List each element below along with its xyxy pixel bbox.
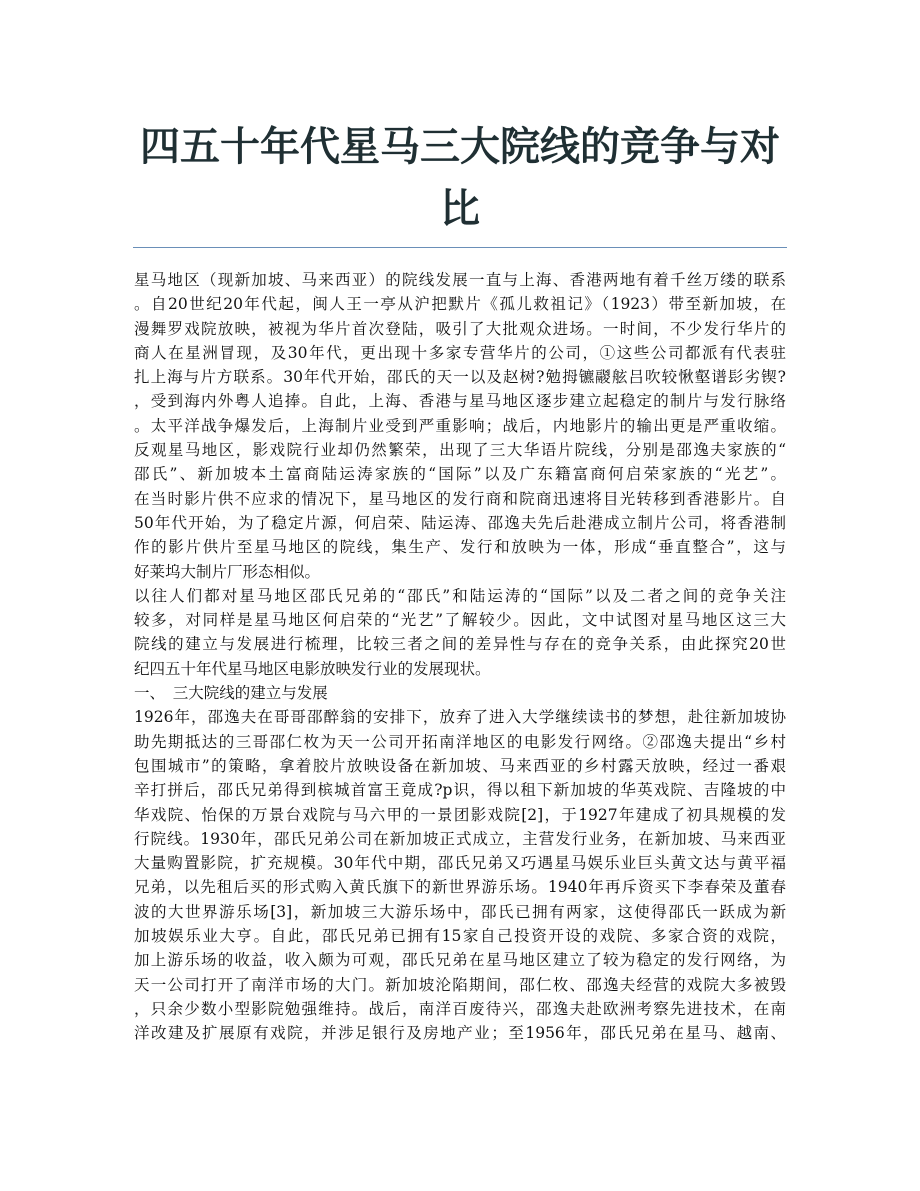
body-text-line: 行院线。1930年，邵氏兄弟公司在新加坡正式成立，主营发行业务，在新加坡、马来西亚 bbox=[134, 829, 786, 848]
title-line-2: 比 bbox=[440, 186, 480, 232]
body-text-line: 包围城市”的策略，拿着胶片放映设备在新加坡、马来西亚的乡村露天放映，经过一番艰 bbox=[134, 756, 786, 775]
body-text-line: 天一公司打开了南洋市场的大门。新加坡沦陷期间，邵仁枚、邵逸夫经营的戏院大多被毁 bbox=[134, 975, 786, 994]
body-text-line: 1926年，邵逸夫在哥哥邵醉翁的安排下，放弃了进入大学继续读书的梦想，赴往新加坡协 bbox=[134, 708, 786, 727]
body-text-line: 辛打拼后，邵氏兄弟得到槟城首富王竟成?p识，得以租下新加坡的华英戏院、吉隆坡的中 bbox=[134, 781, 786, 800]
document-title bbox=[130, 116, 790, 240]
body-text-line: 作的影片供片至星马地区的院线，集生产、发行和放映为一体，形成“垂直整合”，这与 bbox=[134, 538, 786, 557]
body-text-line: 华戏院、怡保的万景台戏院与马六甲的一景团影戏院[2]，于1927年建成了初具规模的发 bbox=[134, 805, 786, 824]
body-text-line: 。太平洋战争爆发后，上海制片业受到严重影响；战后，内地影片的输出更是严重收缩。 bbox=[134, 416, 786, 435]
body-text-line: 漫舞罗戏院放映，被视为华片首次登陆，吸引了大批观众进场。一时间，不少发行华片的 bbox=[134, 319, 786, 338]
title-line-1: 四五十年代星马三大院线的竞争与对 bbox=[140, 124, 780, 170]
body-text-line: 星马地区（现新加坡、马来西亚）的院线发展一直与上海、香港两地有着千丝万缕的联系 bbox=[134, 271, 786, 289]
body-text-line: 加坡娱乐业大亨。自此，邵氏兄弟已拥有15家自己投资开设的戏院、多家合资的戏院， bbox=[134, 927, 786, 946]
body-text-line: 扎上海与片方联系。30年代开始，邵氏的天一以及赵树?勉拇镳鬷舷吕吹较愀壑谱髟劣锲? bbox=[134, 368, 786, 387]
body-text-line: 加上游乐场的收益，收入颇为可观，邵氏兄弟在星马地区建立了较为稳定的发行网络，为 bbox=[134, 951, 786, 970]
body-text-line: ，受到海内外粤人追捧。自此，上海、香港与星马地区逐步建立起稳定的制片与发行脉络 bbox=[134, 392, 786, 411]
body-text-line: 50年代开始，为了稳定片源，何启荣、陆运涛、邵逸夫先后赴港成立制片公司，将香港制 bbox=[134, 513, 786, 532]
body-text-line: 。自20世纪20年代起，闽人王一亭从沪把默片《孤儿救祖记》（1923）带至新加坡，在 bbox=[134, 295, 786, 314]
body-text-line: 好莱坞大制片厂形态相似。 bbox=[134, 562, 321, 581]
body-text-line: 院线的建立与发展进行梳理，比较三者之间的差异性与存在的竞争关系，由此探究20世 bbox=[134, 635, 786, 654]
body-text-line: 大量购置影院，扩充规模。30年代中期，邵氏兄弟又巧遇星马娱乐业巨头黄文达与黄平福 bbox=[134, 854, 786, 873]
body-text-line: 一、 三大院线的建立与发展 bbox=[134, 684, 328, 703]
document-body bbox=[134, 268, 786, 1046]
body-text-line: 纪四五十年代星马地区电影放映发行业的发展现状。 bbox=[134, 659, 491, 678]
body-text-line: ，只余少数小型影院勉强维持。战后，南洋百废待兴，邵逸夫赴欧洲考察先进技术，在南 bbox=[134, 999, 786, 1018]
body-text-line: 助先期抵达的三哥邵仁枚为天一公司开拓南洋地区的电影发行网络。②邵逸夫提出“乡村 bbox=[134, 732, 786, 751]
body-text-line: 邵氏”、新加坡本土富商陆运涛家族的“国际”以及广东籍富商何启荣家族的“光艺”。 bbox=[134, 465, 786, 484]
body-text-line: 商人在星洲冒现，及30年代，更出现十多家专营华片的公司，①这些公司都派有代表驻 bbox=[134, 343, 786, 362]
body-text-line: 以往人们都对星马地区邵氏兄弟的“邵氏”和陆运涛的“国际”以及二者之间的竞争关注 bbox=[134, 586, 786, 605]
body-text-line: 在当时影片供不应求的情况下，星马地区的发行商和院商迅速将目光转移到香港影片。自 bbox=[134, 489, 786, 508]
body-text-line: 较多，对同样是星马地区何启荣的“光艺”了解较少。因此，文中试图对星马地区这三大 bbox=[134, 611, 786, 630]
body-text-line: 兄弟，以先租后买的形式购入黄氏旗下的新世界游乐场。1940年再斥资买下李春荣及董春 bbox=[134, 878, 786, 897]
body-text-line: 洋改建及扩展原有戏院，并涉足银行及房地产业；至1956年，邵氏兄弟在星马、越南、 bbox=[134, 1024, 786, 1043]
body-text-line: 反观星马地区，影戏院行业却仍然繁荣，出现了三大华语片院线，分别是邵逸夫家族的“ bbox=[134, 441, 786, 460]
body-text-line: 波的大世界游乐场[3]，新加坡三大游乐场中，邵氏已拥有两家，这使得邵氏一跃成为新 bbox=[134, 902, 786, 921]
title-divider bbox=[133, 247, 787, 248]
